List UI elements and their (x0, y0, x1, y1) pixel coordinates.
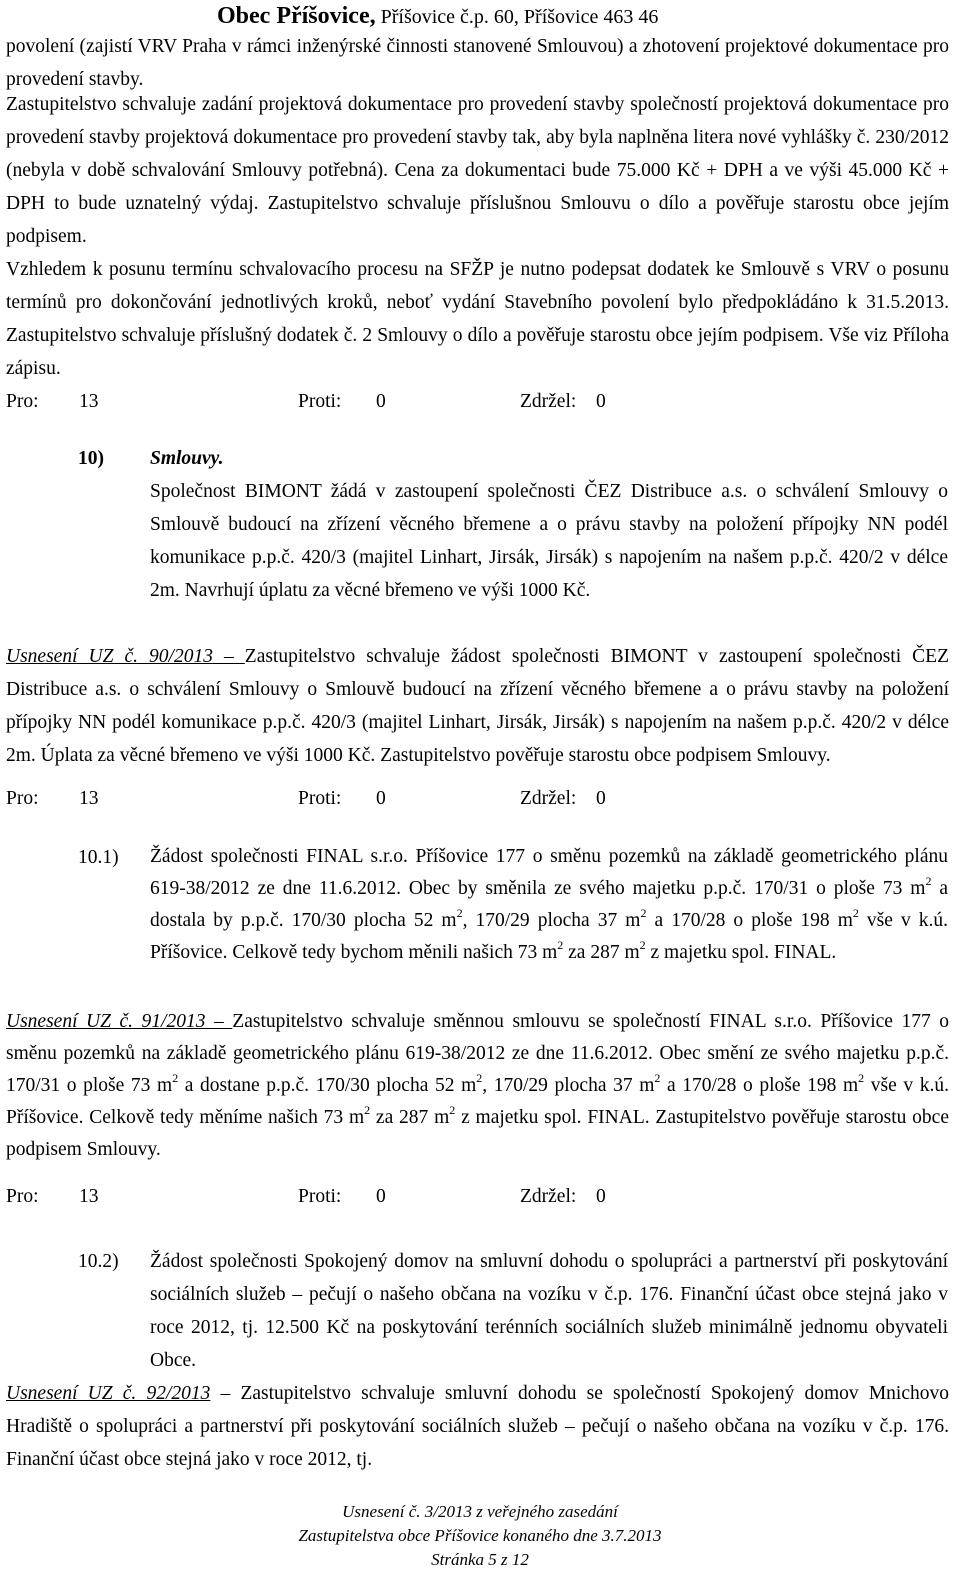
footer-line-1: Usnesení č. 3/2013 z veřejného zasedání (342, 1502, 618, 1521)
page-header (217, 2, 658, 31)
vote-proti-count: 0 (376, 1186, 386, 1207)
paragraph-resolution-docs: Zastupitelstvo schvaluje zadání projektová dokumentace pro provedení stavby společností projektová dokumentace pro provedení stavby projektová dokumentace pro provedení stavby tak, aby byla naplněna litera nové vyhlášky č. 230/2012 (nebyla v době schvalování Smlouvy potřebná). Cena za dokumentaci bude 75.000 Kč + DPH a ve výši 45.000 Kč + DPH to bude uznatelný výdaj. Zastupitelstvo schvaluje příslušnou Smlouvu o dílo a pověřuje starostu obce jejím podpisem. (6, 94, 949, 247)
footer-line-2: Zastupitelstva obce Příšovice konaného dne 3.7.2013 (298, 1526, 662, 1545)
vote-pro-label: Pro: (6, 1186, 39, 1207)
vote-proti-label: Proti: (298, 391, 342, 412)
section-10-number: 10) (78, 448, 104, 469)
resolution-90 (6, 640, 949, 772)
paragraph-amendment: Vzhledem k posunu termínu schvalovacího procesu na SFŽP je nutno podepsat dodatek ke Smlouvě s VRV o posunu termínů pro dokončování jednotlivých kroků, neboť vydání Stavebního povolení bylo předpokládáno k 31.5.2013. Zastupitelstvo schvaluje příslušný dodatek č. 2 Smlouvy o dílo a pověřuje starostu obce jejím podpisem. Vše viz Příloha zápisu. (6, 259, 949, 379)
vote-proti-label: Proti: (298, 788, 342, 809)
footer-page-number: Stránka 5 z 12 (431, 1550, 529, 1569)
section-10-1-number: 10.1) (78, 847, 119, 868)
resolution-90-label: Usnesení UZ č. 90/2013 (6, 646, 213, 667)
vote-zdrzel-count: 0 (596, 391, 606, 412)
section-10-2-body: Žádost společnosti Spokojený domov na smluvní dohodu o spolupráci a partnerství při poskytování sociálních služeb – pečují o našeho občana na vozíku v č.p. 176. Finanční účast obce stejná jako v roce 2012, tj. 12.500 Kč na poskytování terénních sociálních služeb minimálně jednomu obyvateli Obce. (150, 1251, 948, 1371)
resolution-92-label: Usnesení UZ č. 92/2013 (6, 1383, 211, 1404)
vote-zdrzel-label: Zdržel: (520, 391, 577, 412)
resolution-90-text: Zastupitelstvo schvaluje žádost společnosti BIMONT v zastoupení společnosti ČEZ Distribuce a.s. o schválení Smlouvy o Smlouvě budoucí na zřízení věcného břemene a o právu stavby na položení přípojky NN podél komunikace p.p.č. 420/3 (majitel Linhart, Jirsák, Jirsák) s napojením na našem p.p.č. 420/2 v délce 2m. Úplata za věcné břemeno ve výši 1000 Kč. Zastupitelstvo pověřuje starostu obce podpisem Smlouvy. (6, 646, 949, 766)
resolution-92-dash: – (210, 1383, 241, 1404)
vote-proti-count: 0 (376, 391, 386, 412)
section-10-title: Smlouvy. (150, 448, 224, 469)
section-10-1-body: Žádost společnosti FINAL s.r.o. Příšovice 177 o směnu pozemků na základě geometrického plánu 619-38/2012 ze dne 11.6.2012. Obec by směnila ze svého majetku p.p.č. 170/31 o ploše 73 $m^2$ a dostala by p.p.č. 170/30 plocha 52 $m^2$, 170/29 plocha 37 $m^2$ a 170/28 o ploše 198 $m^2$ vše v k.ú. Příšovice. Celkově tedy bychom měnili našich 73 $m^2$ za 287 $m^2$ z majetku spol. FINAL. (150, 846, 949, 963)
resolution-91-label: Usnesení UZ č. 91/2013 (6, 1011, 206, 1032)
paragraph-intro: povolení (zajistí VRV Praha v rámci inženýrské činnosti stanovené Smlouvou) a zhotovení projektové dokumentace pro provedení stavby. (6, 36, 949, 90)
resolution-92-text: Zastupitelstvo schvaluje smluvní dohodu se společností Spokojený domov Mnichovo Hradiště o spolupráci a partnerství při poskytování sociálních služeb – pečují o našeho občana na vozíku v č.p. 176. Finanční účast obce stejná jako v roce 2012, tj. (6, 1383, 950, 1470)
section-10-body: Společnost BIMONT žádá v zastoupení společnosti ČEZ Distribuce a.s. o schválení Smlouvy o Smlouvě budoucí na zřízení věcného břemene a o právu stavby na položení přípojky NN podél komunikace p.p.č. 420/3 (majitel Linhart, Jirsák, Jirsák) s napojením na našem p.p.č. 420/2 v délce 2m. Navrhují úplatu za věcné břemeno ve výši 1000 Kč. (150, 481, 948, 601)
municipality-address: Příšovice č.p. 60, Příšovice 463 46 (375, 6, 659, 28)
section-10-2-number: 10.2) (78, 1251, 119, 1272)
vote-pro-count: 13 (79, 1186, 99, 1207)
vote-pro-count: 13 (79, 391, 99, 412)
resolution-91: Usnesení UZ č. 91/2013 – Zastupitelstvo schvaluje směnnou smlouvu se společností FINAL s.r.o. Příšovice 177 o směnu pozemků na základě geometrického plánu 619-38/2012 ze dne 11.6.2012. Obec smění ze svého majetku p.p.č. 170/31 o ploše 73 $m^2$ a dostane p.p.č. 170/30 plocha 52 $m^2$, 170/29 plocha 37 $m^2$ a 170/28 o ploše 198 $m^2$ vše v k.ú. Příšovice. Celkově tedy měníme našich 73 $m^2$ za 287 $m^2$ z majetku spol. FINAL. Zastupitelstvo pověřuje starostu obce podpisem Smlouvy. (6, 1011, 949, 1160)
vote-row (6, 782, 706, 815)
resolution-92 (6, 1377, 949, 1476)
vote-row (6, 385, 706, 418)
vote-zdrzel-label: Zdržel: (520, 1186, 577, 1207)
vote-proti-label: Proti: (298, 1186, 342, 1207)
vote-zdrzel-count: 0 (596, 1186, 606, 1207)
vote-zdrzel-count: 0 (596, 788, 606, 809)
resolution-90-dash: – (212, 646, 245, 667)
vote-zdrzel-label: Zdržel: (520, 788, 577, 809)
vote-pro-count: 13 (79, 788, 99, 809)
vote-pro-label: Pro: (6, 391, 39, 412)
vote-row (6, 1180, 706, 1213)
vote-pro-label: Pro: (6, 788, 39, 809)
vote-proti-count: 0 (376, 788, 386, 809)
resolution-91-dash: – (205, 1011, 233, 1032)
municipality-name: Obec Příšovice, (217, 3, 376, 29)
